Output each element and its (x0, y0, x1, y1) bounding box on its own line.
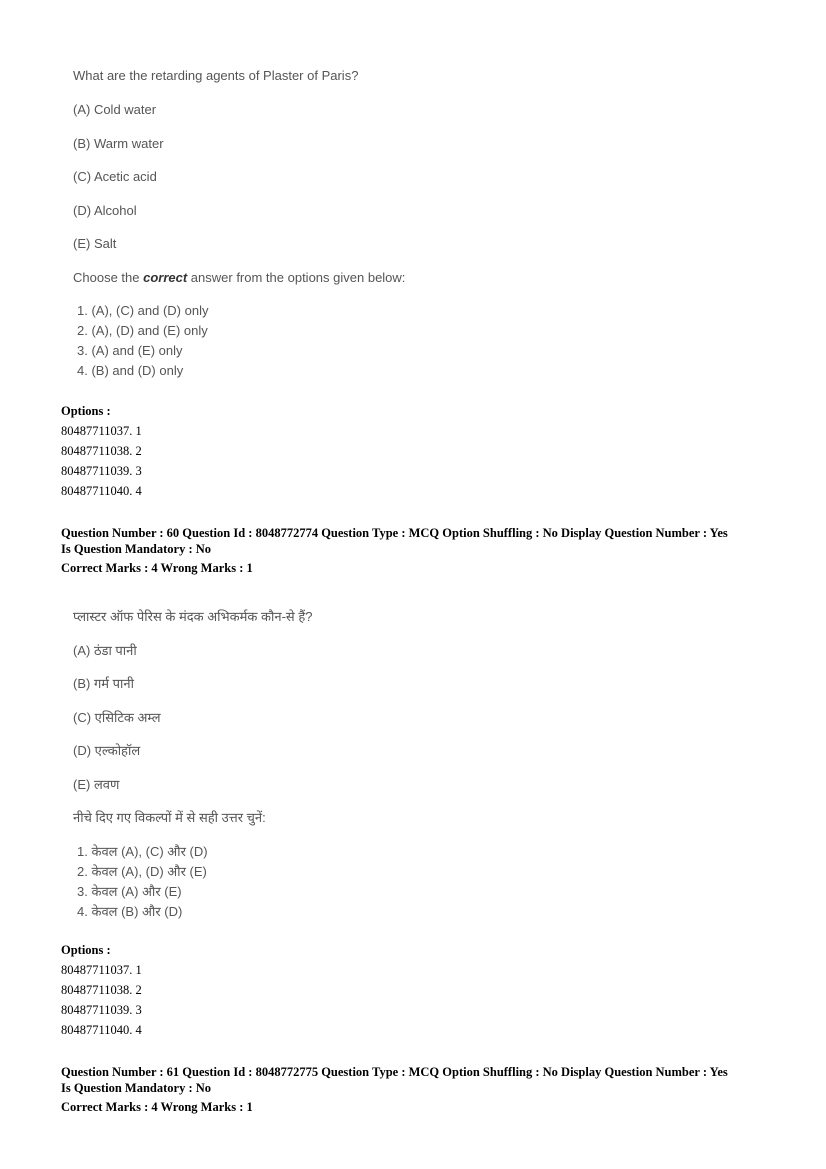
choice-2-hi: 2. केवल (A), (D) और (E) (77, 864, 207, 879)
statement-e-hi: (E) लवण (73, 777, 120, 792)
question-text-hi: प्लास्टर ऑफ पेरिस के मंदक अभिकर्मक कौन-से हैं? (73, 609, 313, 624)
choice-3: 3. (A) and (E) only (77, 343, 183, 358)
statement-b-hi: (B) गर्म पानी (73, 676, 134, 691)
choice-1-hi: 1. केवल (A), (C) और (D) (77, 844, 208, 859)
option-id-4: 80487711040. 4 (61, 484, 142, 498)
statement-a: (A) Cold water (73, 102, 157, 117)
options-label: Options : (61, 404, 111, 418)
instruction-emphasis: correct (143, 270, 188, 285)
meta-line-1: Question Number : 60 Question Id : 8048772774 Question Type : MCQ Option Shuffling : No Display Question Number : Yes (61, 526, 728, 540)
option-id-2: 80487711038. 2 (61, 444, 142, 458)
meta-line-3: Correct Marks : 4 Wrong Marks : 1 (61, 1100, 253, 1114)
choice-3-hi: 3. केवल (A) और (E) (77, 884, 182, 899)
option-id-1: 80487711037. 1 (61, 424, 142, 438)
option-id-3: 80487711039. 3 (61, 1003, 142, 1017)
statement-c: (C) Acetic acid (73, 169, 157, 184)
choice-2: 2. (A), (D) and (E) only (77, 323, 208, 338)
statement-e: (E) Salt (73, 236, 117, 251)
choice-4: 4. (B) and (D) only (77, 363, 184, 378)
statement-b: (B) Warm water (73, 136, 164, 151)
instruction-text-hi: नीचे दिए गए विकल्पों में से सही उत्तर चुनें: (73, 810, 266, 825)
options-label: Options : (61, 943, 111, 957)
statement-d-hi: (D) एल्कोहॉल (73, 743, 141, 758)
option-id-3: 80487711039. 3 (61, 464, 142, 478)
option-id-1: 80487711037. 1 (61, 963, 142, 977)
question-text: What are the retarding agents of Plaster of Paris? (73, 68, 359, 83)
option-id-2: 80487711038. 2 (61, 983, 142, 997)
instruction-text: Choose the correct answer from the options given below: (73, 270, 406, 285)
statement-d: (D) Alcohol (73, 203, 137, 218)
meta-line-1: Question Number : 61 Question Id : 8048772775 Question Type : MCQ Option Shuffling : No Display Question Number : Yes (61, 1065, 728, 1079)
statement-c-hi: (C) एसिटिक अम्ल (73, 710, 161, 725)
option-id-4: 80487711040. 4 (61, 1023, 142, 1037)
choice-1: 1. (A), (C) and (D) only (77, 303, 209, 318)
meta-line-2: Is Question Mandatory : No (61, 542, 212, 556)
choice-4-hi: 4. केवल (B) और (D) (77, 904, 183, 919)
meta-line-3: Correct Marks : 4 Wrong Marks : 1 (61, 561, 253, 575)
meta-line-2: Is Question Mandatory : No (61, 1081, 212, 1095)
statement-a-hi: (A) ठंडा पानी (73, 643, 137, 658)
